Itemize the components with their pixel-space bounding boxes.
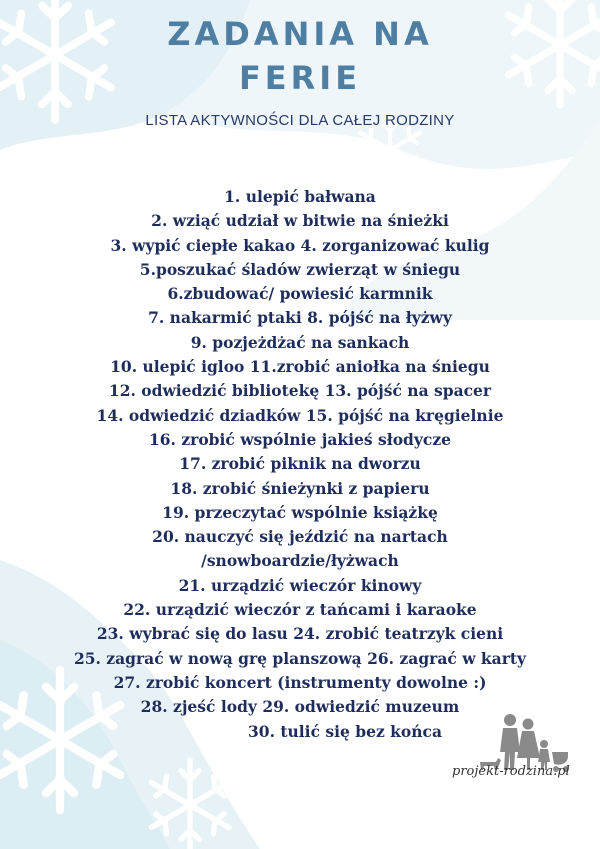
list-item: 17. zrobić piknik na dworzu — [179, 454, 421, 474]
list-item: 18. zrobić śnieżynki z papieru — [170, 478, 430, 498]
list-item: 23. wybrać się do lasu 24. zrobić teatrzyk cieni — [96, 624, 504, 644]
list-item: 10. ulepić igloo 11.zrobić aniołka na śniegu — [110, 357, 490, 377]
list-item: 5.poszukać śladów zwierząt w śniegu — [139, 259, 461, 279]
list-item: 20. nauczyć się jeździć na nartach — [152, 527, 448, 547]
page-title-line-1: ZADANIA NA — [167, 15, 433, 53]
list-item: 6.zbudować/ powiesić karmnik — [167, 284, 433, 304]
list-item: 16. zrobić wspólnie jakieś słodycze — [148, 429, 451, 449]
list-item: 21. urządzić wieczór kinowy — [178, 575, 422, 595]
logo-text: projekt-rodzina.pl — [452, 764, 570, 779]
list-item: 19. przeczytać wspólnie książkę — [162, 502, 438, 522]
list-item: 7. nakarmić ptaki 8. pójść na łyżwy — [148, 308, 452, 328]
subtitle: LISTA AKTYWNOŚCI DLA CAŁEJ RODZINY — [145, 112, 455, 129]
list-item: 12. odwiedzić bibliotekę 13. pójść na spacer — [108, 381, 492, 401]
list-item: 25. zagrać w nową grę planszową 26. zagrać w karty — [73, 648, 527, 668]
list-item: 22. urządzić wieczór z tańcami i karaoke — [123, 600, 477, 620]
page-title-line-2: FERIE — [238, 59, 362, 97]
list-item: 28. zjeść lody 29. odwiedzić muzeum — [140, 697, 460, 717]
list-item: 14. odwiedzić dziadków 15. pójść na kręgielnie — [96, 405, 504, 425]
list-item: 9. pozjeżdżać na sankach — [190, 332, 410, 352]
list-item: 30. tulić się bez końca — [248, 721, 442, 741]
activity-list — [0, 185, 600, 744]
list-item: 2. wziąć udział w bitwie na śnieżki — [151, 211, 449, 231]
list-item: 1. ulepić bałwana — [224, 187, 376, 206]
list-item: /snowboardzie/łyżwach — [201, 551, 399, 571]
list-item: 27. zrobić koncert (instrumenty dowolne :) — [113, 672, 487, 692]
list-item: 3. wypić ciepłe kakao 4. zorganizować kulig — [110, 235, 490, 255]
